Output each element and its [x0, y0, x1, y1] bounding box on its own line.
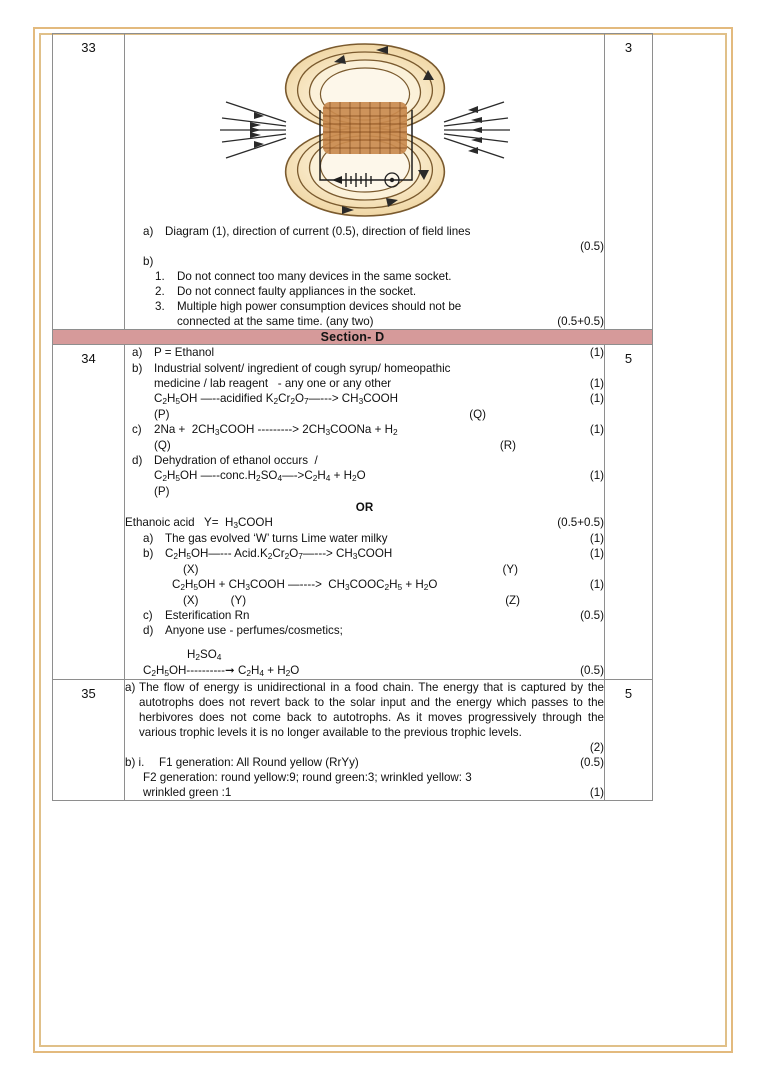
answer-label: c) — [132, 422, 142, 436]
table-row — [53, 679, 653, 801]
answer-line — [125, 422, 604, 453]
answer-line — [125, 284, 604, 299]
answer-line — [125, 608, 604, 623]
answer-line — [125, 254, 604, 269]
answer-marks: (2) — [589, 741, 604, 754]
answer-text — [154, 361, 604, 422]
label-Z: (Z) — [505, 593, 520, 607]
answer-body-cell — [125, 34, 605, 330]
answer-marks: (0.5) — [580, 608, 604, 622]
catalyst-label — [125, 647, 604, 663]
label-Q: (Q) — [154, 438, 171, 452]
answer-text: Do not connect too many devices in the same socket. — [177, 270, 452, 284]
label-R: (R) — [499, 438, 516, 452]
table-row — [53, 345, 653, 679]
answer-text-value: F2 generation: round yellow:9; round green:3; wrinkled yellow: 3 — [143, 771, 472, 785]
answer-marks: (1) — [589, 376, 604, 390]
answer-label: a) — [143, 225, 154, 238]
answer-label: a) — [143, 531, 154, 545]
answer-label: 2. — [155, 285, 165, 299]
chemical-equation — [165, 546, 604, 562]
equation-text: $2Na + 2CH_3COOH$ ---------> $2CH_3COONa + H_2$ — [154, 422, 398, 437]
answer-label: b) — [143, 255, 154, 269]
answer-line — [125, 680, 604, 755]
reactant-labels — [154, 407, 604, 422]
chemical-equation — [165, 577, 604, 593]
answer-text-value: Anyone use - perfumes/cosmetics; — [165, 623, 343, 637]
solenoid-diagram-svg — [220, 40, 510, 220]
question-number: 33 — [81, 40, 96, 55]
marks-value: 3 — [624, 40, 633, 55]
answer-marks: (0.5) — [580, 756, 604, 770]
chemical-equation — [154, 422, 604, 438]
answer-text: Ethanoic acid $Y= H_3COOH$ — [125, 515, 273, 530]
answer-text-value: P = Ethanol — [154, 346, 215, 360]
answer-text-value: Esterification Rn — [165, 608, 250, 622]
reactant-labels — [154, 438, 604, 453]
answer-marks: (1) — [589, 531, 604, 545]
equation-text: $C_2H_5OH$ + $CH_3COOH$ —----> $CH_3COOC_2H_5 + H_2O$ — [172, 577, 438, 592]
answer-line — [125, 770, 604, 785]
answer-marks: (0.5+0.5) — [557, 515, 604, 529]
catalyst-text: $H_2SO_4$ — [187, 647, 222, 662]
question-number-cell — [53, 679, 125, 801]
question-number-cell — [53, 34, 125, 330]
answer-marks: (1) — [589, 391, 604, 405]
answer-text-value: Dehydration of ethanol occurs / — [154, 453, 318, 467]
equation-text: $C_2H_5OH----------➞$ $C_2H_4 + H_2O$ — [143, 663, 300, 678]
answer-line — [125, 546, 604, 608]
marks-value: 5 — [624, 685, 633, 701]
answer-line — [125, 515, 604, 531]
answer-line — [125, 314, 604, 329]
solenoid-coil — [323, 102, 407, 154]
answer-label: d) — [143, 623, 154, 637]
chemical-equation — [125, 663, 604, 679]
answer-label: a) — [132, 346, 143, 360]
answer-line — [125, 239, 604, 254]
answer-line — [125, 224, 604, 239]
marks-cell — [605, 345, 653, 679]
equation-text: $C_2H_5OH$ $—--conc.H_2SO_4—->C_2H_4 + H_2O$ — [154, 468, 366, 483]
answer-line — [125, 269, 604, 284]
answer-text — [154, 345, 604, 360]
equation-text: $C_2H_5OH—---$ $Acid.K_2Cr_2O_7—--->$ $CH_3COOH$ — [165, 546, 393, 561]
answer-paragraph-wrap — [139, 680, 604, 755]
reactant-labels — [165, 593, 604, 608]
answer-key-table — [52, 33, 653, 801]
label-X: (X) — [183, 562, 199, 576]
answer-marks: (1) — [589, 546, 604, 560]
table-row — [53, 34, 653, 330]
question-number: 34 — [81, 351, 96, 367]
equation-text: $C_2H_5OH$ —--acidified $K_2Cr_2O_7—--->$ $CH_3COOH$ — [154, 391, 398, 406]
answer-line — [125, 361, 604, 422]
answer-label: d) — [132, 453, 143, 467]
answer-text-value: medicine / lab reagent - any one or any other — [154, 376, 392, 390]
answer-text — [154, 422, 604, 453]
label-P: (P) — [154, 407, 170, 421]
label-XY: (X) (Y) — [183, 593, 247, 607]
answer-marks: (1) — [589, 786, 604, 800]
paragraph-marks-line — [139, 740, 604, 755]
answer-label: b) i. — [125, 756, 145, 770]
answer-label: 1. — [155, 270, 165, 284]
answer-text: Diagram (1), direction of current (0.5), direction of field lines — [165, 225, 471, 238]
answer-line — [125, 531, 604, 546]
answer-text: connected at the same time. (any two) — [177, 315, 374, 329]
answer-marks: (1) — [589, 346, 604, 360]
or-separator: OR — [355, 500, 374, 514]
answer-label: a) — [125, 680, 136, 694]
answer-text: Do not connect faulty appliances in the socket. — [177, 285, 417, 299]
answer-text-value: The gas evolved ‘W’ turns Lime water milky — [165, 531, 388, 545]
answer-marks: (0.5) — [580, 663, 604, 677]
solenoid-magnetic-field-diagram — [125, 34, 604, 224]
answer-text-value: Industrial solvent/ ingredient of cough syrup/ homeopathic — [154, 361, 451, 375]
answer-marks: (0.5) — [580, 240, 604, 254]
answer-text-value: wrinkled green :1 — [143, 786, 232, 800]
marks-cell — [605, 34, 653, 330]
answer-text — [154, 453, 604, 499]
answer-label: c) — [143, 608, 153, 622]
label-P: (P) — [154, 484, 170, 498]
section-header: Section- D — [53, 330, 653, 345]
answer-line — [125, 623, 604, 638]
answer-marks: (1) — [589, 577, 604, 591]
answer-marks: (1) — [589, 468, 604, 482]
label-Y: (Y) — [502, 562, 518, 576]
question-number-cell — [53, 345, 125, 679]
answer-line — [125, 785, 604, 800]
answer-label: b) — [132, 361, 143, 375]
section-header-row — [53, 330, 653, 345]
answer-text-value: F1 generation: All Round yellow (RrYy) — [159, 756, 359, 770]
answer-paragraph-text: The flow of energy is unidirectional in a food chain. The energy that is captured by the autotrophs does not revert back to the solar input and the energy which passes to the herbivores does not come back to autotrophs. As it moves progressively through the various trophic levels it is no longer available to the previous trophic levels. — [139, 680, 604, 739]
answer-line — [125, 345, 604, 360]
marks-cell — [605, 679, 653, 801]
answer-body-cell — [125, 679, 605, 801]
marks-value: 5 — [624, 351, 633, 367]
answer-body-cell — [125, 345, 605, 679]
answer-label: 3. — [155, 300, 165, 314]
answer-line — [125, 755, 604, 770]
label-Q: (Q) — [469, 407, 486, 421]
answer-line — [125, 299, 604, 314]
chemical-equation — [154, 391, 604, 407]
question-number: 35 — [81, 685, 96, 701]
answer-text: Multiple high power consumption devices should not be — [177, 300, 462, 314]
chemical-equation — [154, 468, 604, 484]
answer-line — [125, 453, 604, 499]
reactant-labels — [165, 562, 604, 577]
answer-marks: (1) — [589, 422, 604, 436]
answer-label: b) — [143, 546, 154, 560]
answer-paragraph — [139, 680, 604, 740]
answer-marks: (0.5+0.5) — [557, 315, 604, 329]
